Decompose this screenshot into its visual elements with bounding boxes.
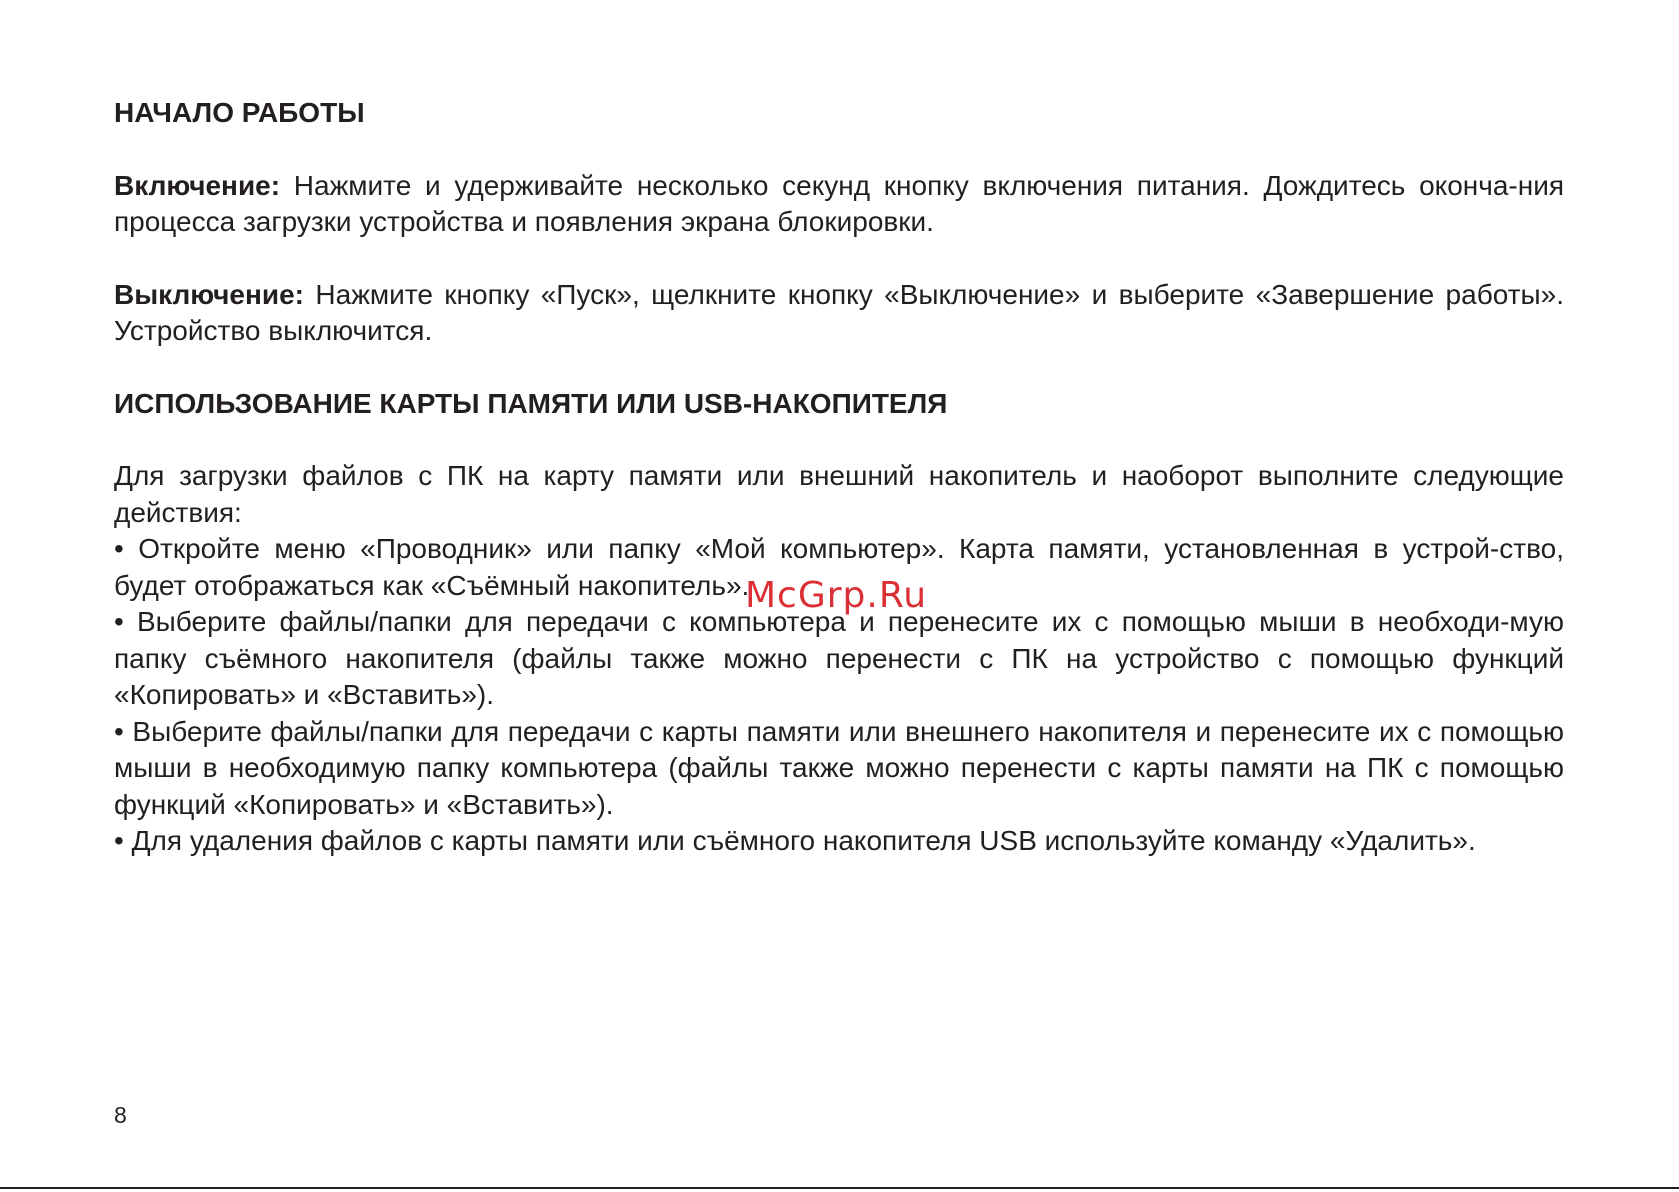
bullet-item: • Откройте меню «Проводник» или папку «Мой компьютер». Карта памяти, установленная в устрой-ство, будет отображаться как «Съёмный накопитель». — [114, 533, 1564, 601]
power-off-text: Нажмите кнопку «Пуск», щелкните кнопку «Выключение» и выберите «Завершение работы». Устройство выключится. — [114, 278, 1564, 346]
intro-paragraph: Для загрузки файлов с ПК на карту памяти или внешний накопитель и наоборот выполните следующие действия: — [114, 460, 1564, 528]
power-off-label: Выключение: — [114, 278, 304, 310]
bullet-item: • Выберите файлы/папки для передачи с компьютера и перенесите их с помощью мыши в необходи-мую папку съёмного накопителя (файлы также можно перенести с ПК на устройство с помощью функций «Копировать» и «Вставить»). — [114, 606, 1564, 710]
section-heading-memory-card: ИСПОЛЬЗОВАНИЕ КАРТЫ ПАМЯТИ ИЛИ USB-НАКОПИТЕЛЯ — [114, 387, 948, 419]
power-off-paragraph — [114, 277, 1564, 350]
page-content — [114, 95, 1564, 860]
power-on-text: Нажмите и удерживайте несколько секунд кнопку включения питания. Дождитесь оконча-ния процесса загрузки устройства и появления экрана блокировки. — [114, 169, 1564, 237]
bullet-item: • Выберите файлы/папки для передачи с карты памяти или внешнего накопителя и перенесите их с помощью мыши в необходимую папку компьютера (файлы также можно перенести с карты памяти на ПК с помощью функций «Копировать» и «Вставить»). — [114, 715, 1564, 820]
watermark: McGrp.Ru — [745, 575, 928, 616]
page-number: 8 — [114, 1102, 127, 1128]
power-on-label: Включение: — [114, 169, 281, 201]
bullet-item: • Для удаления файлов с карты памяти или съёмного накопителя USB используйте команду «Удалить». — [114, 825, 1476, 856]
power-on-paragraph — [114, 168, 1564, 241]
bottom-rule — [0, 1187, 1679, 1189]
section-heading-start: НАЧАЛО РАБОТЫ — [114, 97, 365, 128]
